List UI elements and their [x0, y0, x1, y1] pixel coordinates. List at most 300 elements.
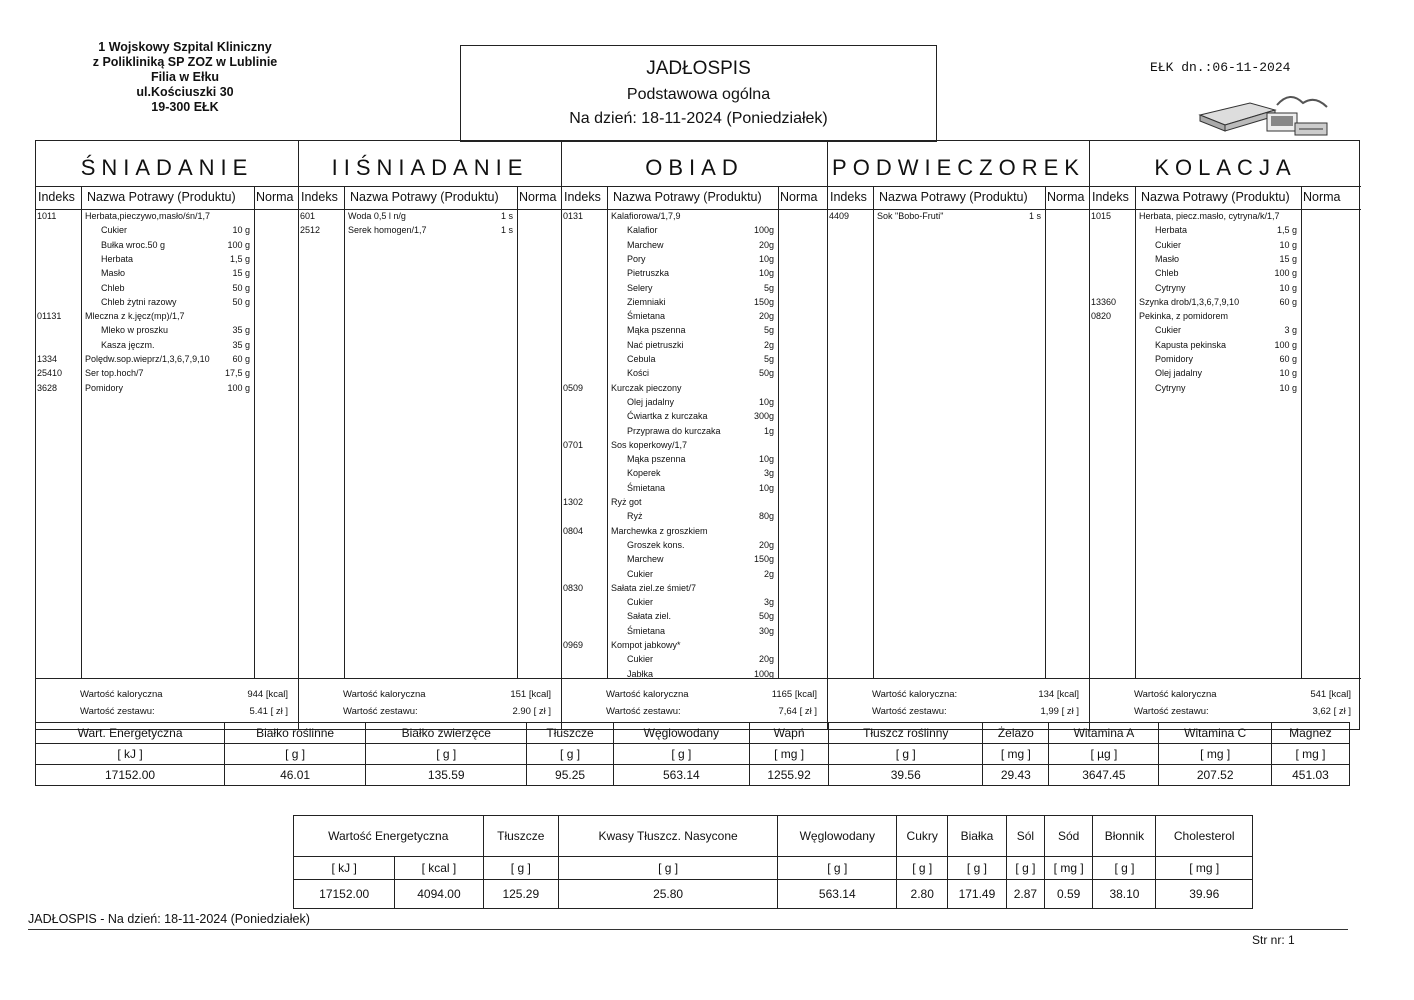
- nutrient-name: Białko roślinne: [225, 723, 366, 744]
- item-norm: 2g: [763, 339, 774, 350]
- list-item: [36, 254, 298, 268]
- item-name: Polędw.sop.wieprz/1,3,6,7,9,10: [85, 354, 210, 364]
- meal-items: [36, 209, 298, 679]
- list-item: [562, 511, 827, 525]
- nutrient-unit: [ g ]: [829, 744, 983, 765]
- nutrition-table-1: [35, 722, 1350, 786]
- list-item: [562, 483, 827, 497]
- list-item: [562, 225, 827, 239]
- nutrient-unit: [ g ]: [1006, 857, 1044, 880]
- kcal-label: Wartość kaloryczna: [606, 689, 689, 700]
- list-item: [1090, 383, 1361, 397]
- item-name: Koperek: [627, 468, 661, 479]
- list-item: [562, 311, 827, 325]
- nutrient-unit: [ g ]: [483, 857, 559, 880]
- hospital-address: [60, 40, 310, 115]
- item-name: Cebula: [627, 354, 656, 364]
- item-norm: 10 g: [1279, 239, 1297, 250]
- item-index: 0701: [563, 439, 584, 450]
- nutrient-name: Wartość Energetyczna: [294, 816, 484, 857]
- meal-column: [299, 141, 562, 729]
- item-name: Kalafior: [627, 225, 658, 236]
- nutrient-value: 0.59: [1044, 880, 1092, 909]
- item-norm: 100g: [753, 668, 774, 679]
- item-name: Cukier: [101, 225, 128, 236]
- item-norm: 60 g: [1279, 296, 1297, 307]
- list-item: [562, 468, 827, 482]
- meal-column: [828, 141, 1090, 729]
- list-item: [299, 225, 561, 239]
- item-norm: 10g: [758, 482, 774, 493]
- item-index: 2512: [300, 225, 321, 236]
- meal-items: [562, 209, 827, 679]
- item-name: Cukier: [1155, 325, 1182, 336]
- list-item: [1090, 340, 1361, 354]
- item-name: Kapusta pekinska: [1155, 339, 1227, 350]
- nutrient-unit: [ g ]: [613, 744, 749, 765]
- nutrient-value: 171.49: [947, 880, 1006, 909]
- list-item: [562, 640, 827, 654]
- item-norm: 100 g: [1274, 268, 1297, 279]
- item-name: Olej jadalny: [1155, 368, 1203, 379]
- item-index: 0820: [1091, 311, 1112, 322]
- menu-date: Na dzień: 18-11-2024 (Poniedziałek): [569, 110, 828, 127]
- item-name: Cukier: [627, 654, 654, 665]
- item-name: Masło: [101, 268, 126, 279]
- nutrient-unit: [ g ]: [947, 857, 1006, 880]
- item-norm: 1g: [763, 425, 774, 436]
- item-norm: 10 g: [1279, 368, 1297, 379]
- item-name: Śmietana: [627, 482, 666, 493]
- item-index: 3628: [37, 382, 58, 393]
- column-header-index: Indeks: [564, 190, 601, 204]
- meal-items: [1090, 209, 1361, 679]
- nutrient-value: 39.96: [1156, 880, 1253, 909]
- kcal-value: 151 [kcal]: [510, 689, 551, 700]
- list-item: [562, 540, 827, 554]
- kcal-value: 944 [kcal]: [247, 689, 288, 700]
- list-item: [1090, 311, 1361, 325]
- list-item: [1090, 283, 1361, 297]
- column-header-name: Nazwa Potrawy (Produktu): [87, 190, 236, 204]
- item-norm: 10 g: [232, 225, 250, 236]
- issue-date: EŁK dn.:06-11-2024: [1150, 60, 1291, 75]
- column-header-norm: Norma: [1303, 190, 1341, 204]
- item-norm: 100 g: [227, 382, 250, 393]
- meal-title: OBIAD: [645, 155, 744, 180]
- nutrient-unit: [ kJ ]: [294, 857, 395, 880]
- cost-value: 1,99 [ zł ]: [1040, 706, 1079, 717]
- item-name: Bułka wroc.50 g: [101, 239, 166, 250]
- nutrient-unit: [ g ]: [366, 744, 527, 765]
- item-index: 0969: [563, 640, 584, 650]
- cost-label: Wartość zestawu:: [606, 706, 681, 717]
- cost-label: Wartość zestawu:: [872, 706, 947, 717]
- item-name: Groszek kons.: [627, 539, 685, 550]
- item-norm: 10 g: [1279, 282, 1297, 293]
- meal-grid: [35, 140, 1360, 730]
- cost-label: Wartość zestawu:: [343, 706, 418, 717]
- item-name: Kości: [627, 368, 650, 379]
- item-norm: 50g: [758, 611, 774, 622]
- item-name: Pomidory: [1155, 354, 1194, 364]
- item-name: Herbata,pieczywo,masło/śn/1,7: [85, 211, 211, 221]
- item-norm: 300g: [753, 411, 774, 422]
- nutrient-value: 39.56: [829, 765, 983, 786]
- item-norm: 10g: [758, 454, 774, 465]
- meal-column-header: [36, 186, 298, 210]
- item-index: 0830: [563, 582, 584, 593]
- item-norm: 20g: [758, 539, 774, 550]
- item-norm: 50g: [758, 368, 774, 379]
- nutrition-header-row: [294, 816, 1253, 857]
- item-index: 0804: [563, 525, 584, 536]
- nutrient-name: Sód: [1044, 816, 1092, 857]
- list-item: [562, 426, 827, 440]
- nutrient-unit: [ mg ]: [983, 744, 1049, 765]
- kcal-value: 134 [kcal]: [1038, 689, 1079, 700]
- nutrient-unit: [ µg ]: [1049, 744, 1159, 765]
- item-name: Szynka drob/1,3,6,7,9,10: [1139, 296, 1240, 307]
- kcal-label: Wartość kaloryczna: [1134, 689, 1217, 700]
- nutrient-name: Tłuszcze: [527, 723, 613, 744]
- nutrient-unit: [ g ]: [897, 857, 948, 880]
- nutrient-unit: [ g ]: [778, 857, 897, 880]
- nutrient-value: 46.01: [225, 765, 366, 786]
- list-item: [299, 211, 561, 225]
- item-name: Mleczna z k.jęcz(mp)/1,7: [85, 311, 185, 322]
- nutrient-name: Białka: [947, 816, 1006, 857]
- item-norm: 35 g: [232, 325, 250, 336]
- meal-column-header: [299, 186, 561, 210]
- item-name: Sos koperkowy/1,7: [611, 439, 688, 450]
- item-name: Pietruszka: [627, 268, 670, 279]
- meal-column-header: [828, 186, 1089, 210]
- item-name: Sałata ziel.: [627, 611, 672, 622]
- list-item: [36, 297, 298, 311]
- list-item: [562, 325, 827, 339]
- nutrient-unit: [ mg ]: [749, 744, 828, 765]
- nutrient-value: 38.10: [1093, 880, 1156, 909]
- list-item: [562, 268, 827, 282]
- item-name: Przyprawa do kurczaka: [627, 425, 721, 436]
- column-header-name: Nazwa Potrawy (Produktu): [350, 190, 499, 204]
- item-name: Ćwiartka z kurczaka: [627, 411, 708, 422]
- cost-value: 7,64 [ zł ]: [778, 706, 817, 717]
- meal-column: [1090, 141, 1361, 729]
- item-name: Cukier: [1155, 239, 1182, 250]
- hospital-line: z Polikliniką SP ZOZ w Lublinie: [92, 55, 278, 69]
- nutrient-value: 17152.00: [294, 880, 395, 909]
- nutrient-value: 3647.45: [1049, 765, 1159, 786]
- list-item: [1090, 368, 1361, 382]
- item-name: Chleb żytni razowy: [101, 296, 177, 307]
- column-header-index: Indeks: [830, 190, 867, 204]
- kcal-value: 541 [kcal]: [1310, 689, 1351, 700]
- item-norm: 10g: [758, 253, 774, 264]
- item-index: 0509: [563, 382, 584, 393]
- list-item: [562, 397, 827, 411]
- nutrient-value: 95.25: [527, 765, 613, 786]
- nutrient-value: 4094.00: [395, 880, 483, 909]
- list-item: [36, 225, 298, 239]
- item-norm: 20g: [758, 311, 774, 322]
- item-norm: 5g: [763, 354, 774, 364]
- item-norm: 150g: [753, 296, 774, 307]
- item-name: Herbata: [1155, 225, 1188, 236]
- nutrient-name: Białko zwierzęce: [366, 723, 527, 744]
- item-norm: 10g: [758, 268, 774, 279]
- list-item: [562, 354, 827, 368]
- nutrient-unit: [ mg ]: [1159, 744, 1271, 765]
- item-name: Cukier: [627, 597, 654, 608]
- nutrition-unit-row: [36, 744, 1350, 765]
- hospital-line: 1 Wojskowy Szpital Kliniczny: [98, 40, 272, 54]
- list-item: [562, 340, 827, 354]
- item-norm: 100 g: [227, 239, 250, 250]
- kcal-label: Wartość kaloryczna: [343, 689, 426, 700]
- list-item: [1090, 254, 1361, 268]
- meal-title: PODWIECZOREK: [832, 155, 1085, 180]
- list-item: [562, 283, 827, 297]
- list-item: [36, 240, 298, 254]
- nutrient-name: Witamina C: [1159, 723, 1271, 744]
- item-name: Herbata: [101, 253, 134, 264]
- item-index: 25410: [37, 368, 63, 379]
- item-norm: 35 g: [232, 339, 250, 350]
- column-header-name: Nazwa Potrawy (Produktu): [1141, 190, 1290, 204]
- list-item: [36, 283, 298, 297]
- nutrient-name: Węglowodany: [613, 723, 749, 744]
- nutrient-name: Wart. Energetyczna: [36, 723, 225, 744]
- list-item: [1090, 211, 1361, 225]
- item-norm: 10 g: [1279, 382, 1297, 393]
- cost-value: 2.90 [ zł ]: [512, 706, 551, 717]
- item-name: Ser top.hoch/7: [85, 368, 144, 379]
- meal-title: ŚNIADANIE: [80, 155, 254, 180]
- item-name: Pory: [627, 253, 646, 264]
- item-norm: 3g: [763, 468, 774, 479]
- list-item: [562, 597, 827, 611]
- hospital-line: Filia w Ełku: [150, 70, 220, 84]
- column-header-index: Indeks: [38, 190, 75, 204]
- item-name: Pekinka, z pomidorem: [1139, 311, 1229, 322]
- meal-items: [828, 209, 1089, 679]
- item-norm: 15 g: [232, 268, 250, 279]
- list-item: [562, 497, 827, 511]
- item-name: Kompot jabkowy*: [611, 640, 681, 650]
- item-name: Cytryny: [1155, 282, 1186, 293]
- item-index: 601: [300, 211, 316, 221]
- nutrient-name: Magnez: [1271, 723, 1349, 744]
- item-index: 1302: [563, 497, 584, 507]
- item-norm: 10g: [758, 396, 774, 407]
- item-norm: 5g: [763, 325, 774, 336]
- list-item: [828, 211, 1089, 225]
- item-norm: 20g: [758, 654, 774, 665]
- cost-label: Wartość zestawu:: [1134, 706, 1209, 717]
- nutrient-name: Kwasy Tłuszcz. Nasycone: [559, 816, 778, 857]
- nutrient-name: Tłuszcze: [483, 816, 559, 857]
- item-name: Sałata ziel.ze śmiet/7: [611, 582, 697, 593]
- nutrient-unit: [ g ]: [527, 744, 613, 765]
- column-header-index: Indeks: [301, 190, 338, 204]
- item-name: Kasza jęczm.: [101, 339, 155, 350]
- list-item: [562, 554, 827, 568]
- column-header-norm: Norma: [780, 190, 818, 204]
- meal-items: [299, 209, 561, 679]
- nutrient-value: 125.29: [483, 880, 559, 909]
- item-norm: 60 g: [232, 354, 250, 364]
- cost-label: Wartość zestawu:: [80, 706, 155, 717]
- item-norm: 30g: [758, 625, 774, 636]
- item-norm: 80g: [758, 511, 774, 522]
- nutrient-unit: [ mg ]: [1044, 857, 1092, 880]
- nutrient-value: 135.59: [366, 765, 527, 786]
- column-header-name: Nazwa Potrawy (Produktu): [613, 190, 762, 204]
- list-item: [562, 626, 827, 640]
- item-name: Mąka pszenna: [627, 325, 686, 336]
- nutrient-value: 1255.92: [749, 765, 828, 786]
- list-item: [1090, 297, 1361, 311]
- item-name: Ziemniaki: [627, 296, 666, 307]
- item-norm: 5g: [763, 282, 774, 293]
- list-item: [562, 454, 827, 468]
- item-norm: 17,5 g: [224, 368, 250, 379]
- list-item: [36, 368, 298, 382]
- hospital-line: ul.Kościuszki 30: [136, 85, 234, 99]
- nutrient-unit: [ kJ ]: [36, 744, 225, 765]
- item-norm: 1 s: [500, 211, 513, 221]
- item-name: Chleb: [1155, 268, 1179, 279]
- meal-column-header: [1090, 186, 1361, 210]
- item-norm: 3g: [763, 597, 774, 608]
- item-name: Kalafiorowa/1,7,9: [611, 211, 681, 221]
- list-item: [562, 526, 827, 540]
- item-name: Marchewka z groszkiem: [611, 525, 708, 536]
- nutrient-unit: [ mg ]: [1156, 857, 1253, 880]
- nutrient-name: Cholesterol: [1156, 816, 1253, 857]
- meal-title: KOLACJA: [1154, 155, 1297, 180]
- nutrient-unit: [ g ]: [225, 744, 366, 765]
- column-header-index: Indeks: [1092, 190, 1129, 204]
- cost-value: 3,62 [ zł ]: [1312, 706, 1351, 717]
- item-name: Chleb: [101, 282, 125, 293]
- meal-column-header: [562, 186, 827, 210]
- item-norm: 1 s: [500, 225, 513, 236]
- nutrient-unit: [ kcal ]: [395, 857, 483, 880]
- nutrient-name: Tłuszcz roślinny: [829, 723, 983, 744]
- item-norm: 100 g: [1274, 339, 1297, 350]
- item-index: 13360: [1091, 296, 1117, 307]
- item-name: Woda 0,5 l n/g: [348, 211, 406, 221]
- list-item: [36, 268, 298, 282]
- item-norm: 20g: [758, 239, 774, 250]
- nutrient-value: 2.87: [1006, 880, 1044, 909]
- item-norm: 15 g: [1279, 253, 1297, 264]
- item-index: 4409: [829, 211, 850, 221]
- nutrient-unit: [ mg ]: [1271, 744, 1349, 765]
- column-header-norm: Norma: [256, 190, 294, 204]
- list-item: [562, 211, 827, 225]
- nutrient-name: Witamina A: [1049, 723, 1159, 744]
- item-name: Masło: [1155, 253, 1180, 264]
- nutrient-value: 25.80: [559, 880, 778, 909]
- item-norm: 50 g: [232, 282, 250, 293]
- item-name: Marchew: [627, 554, 664, 565]
- nutrient-value: 2.80: [897, 880, 948, 909]
- list-item: [562, 583, 827, 597]
- item-name: Selery: [627, 282, 653, 293]
- list-item: [562, 254, 827, 268]
- nutrition-value-row: [294, 880, 1253, 909]
- item-name: Herbata, piecz.masło, cytryna/k/1,7: [1139, 211, 1280, 221]
- item-name: Olej jadalny: [627, 396, 675, 407]
- meal-title: IIŚNIADANIE: [331, 155, 529, 180]
- column-header-norm: Norma: [1047, 190, 1085, 204]
- meal-column: [562, 141, 828, 729]
- item-norm: 50 g: [232, 296, 250, 307]
- item-index: 1334: [37, 354, 58, 364]
- item-index: 1011: [37, 211, 57, 221]
- list-item: [36, 340, 298, 354]
- item-name: Cytryny: [1155, 382, 1186, 393]
- hospital-line: 19-300 EŁK: [151, 100, 219, 114]
- item-name: Pomidory: [85, 382, 124, 393]
- list-item: [1090, 325, 1361, 339]
- cost-value: 5.41 [ zł ]: [249, 706, 288, 717]
- nutrition-unit-row: [294, 857, 1253, 880]
- list-item: [1090, 240, 1361, 254]
- item-name: Śmietana: [627, 311, 666, 322]
- item-name: Mleko w proszku: [101, 325, 169, 336]
- item-name: Cukier: [627, 568, 654, 579]
- item-name: Ryż: [627, 511, 643, 522]
- list-item: [36, 211, 298, 225]
- meal-column: [36, 141, 299, 729]
- column-header-name: Nazwa Potrawy (Produktu): [879, 190, 1028, 204]
- list-item: [562, 383, 827, 397]
- nutrition-value-row: [36, 765, 1350, 786]
- list-item: [1090, 354, 1361, 368]
- list-item: [562, 368, 827, 382]
- nutrient-name: Wapń: [749, 723, 828, 744]
- item-norm: 2g: [763, 568, 774, 579]
- nutrient-value: 29.43: [983, 765, 1049, 786]
- column-header-norm: Norma: [519, 190, 557, 204]
- page-number: Str nr: 1: [1252, 933, 1295, 947]
- nutrient-name: Cukry: [897, 816, 948, 857]
- list-item: [562, 240, 827, 254]
- item-index: 0131: [563, 211, 584, 221]
- item-norm: 1 s: [1028, 211, 1041, 221]
- diet-name: Podstawowa ogólna: [626, 86, 771, 103]
- item-norm: 100g: [753, 225, 774, 236]
- list-item: [562, 611, 827, 625]
- kcal-value: 1165 [kcal]: [771, 689, 817, 700]
- footer-date: JADŁOSPIS - Na dzień: 18-11-2024 (Poniedziałek): [28, 912, 310, 926]
- item-name: Kurczak pieczony: [611, 382, 682, 393]
- item-norm: 150g: [753, 554, 774, 565]
- nutrient-value: 563.14: [778, 880, 897, 909]
- item-name: Ryż got: [611, 497, 642, 507]
- kcal-label: Wartość kaloryczna: [80, 689, 163, 700]
- page-title: JADŁOSPIS: [646, 58, 751, 79]
- item-norm: 3 g: [1284, 325, 1297, 336]
- item-index: 01131: [37, 311, 62, 322]
- item-name: Mąka pszenna: [627, 454, 686, 465]
- list-item: [36, 383, 298, 397]
